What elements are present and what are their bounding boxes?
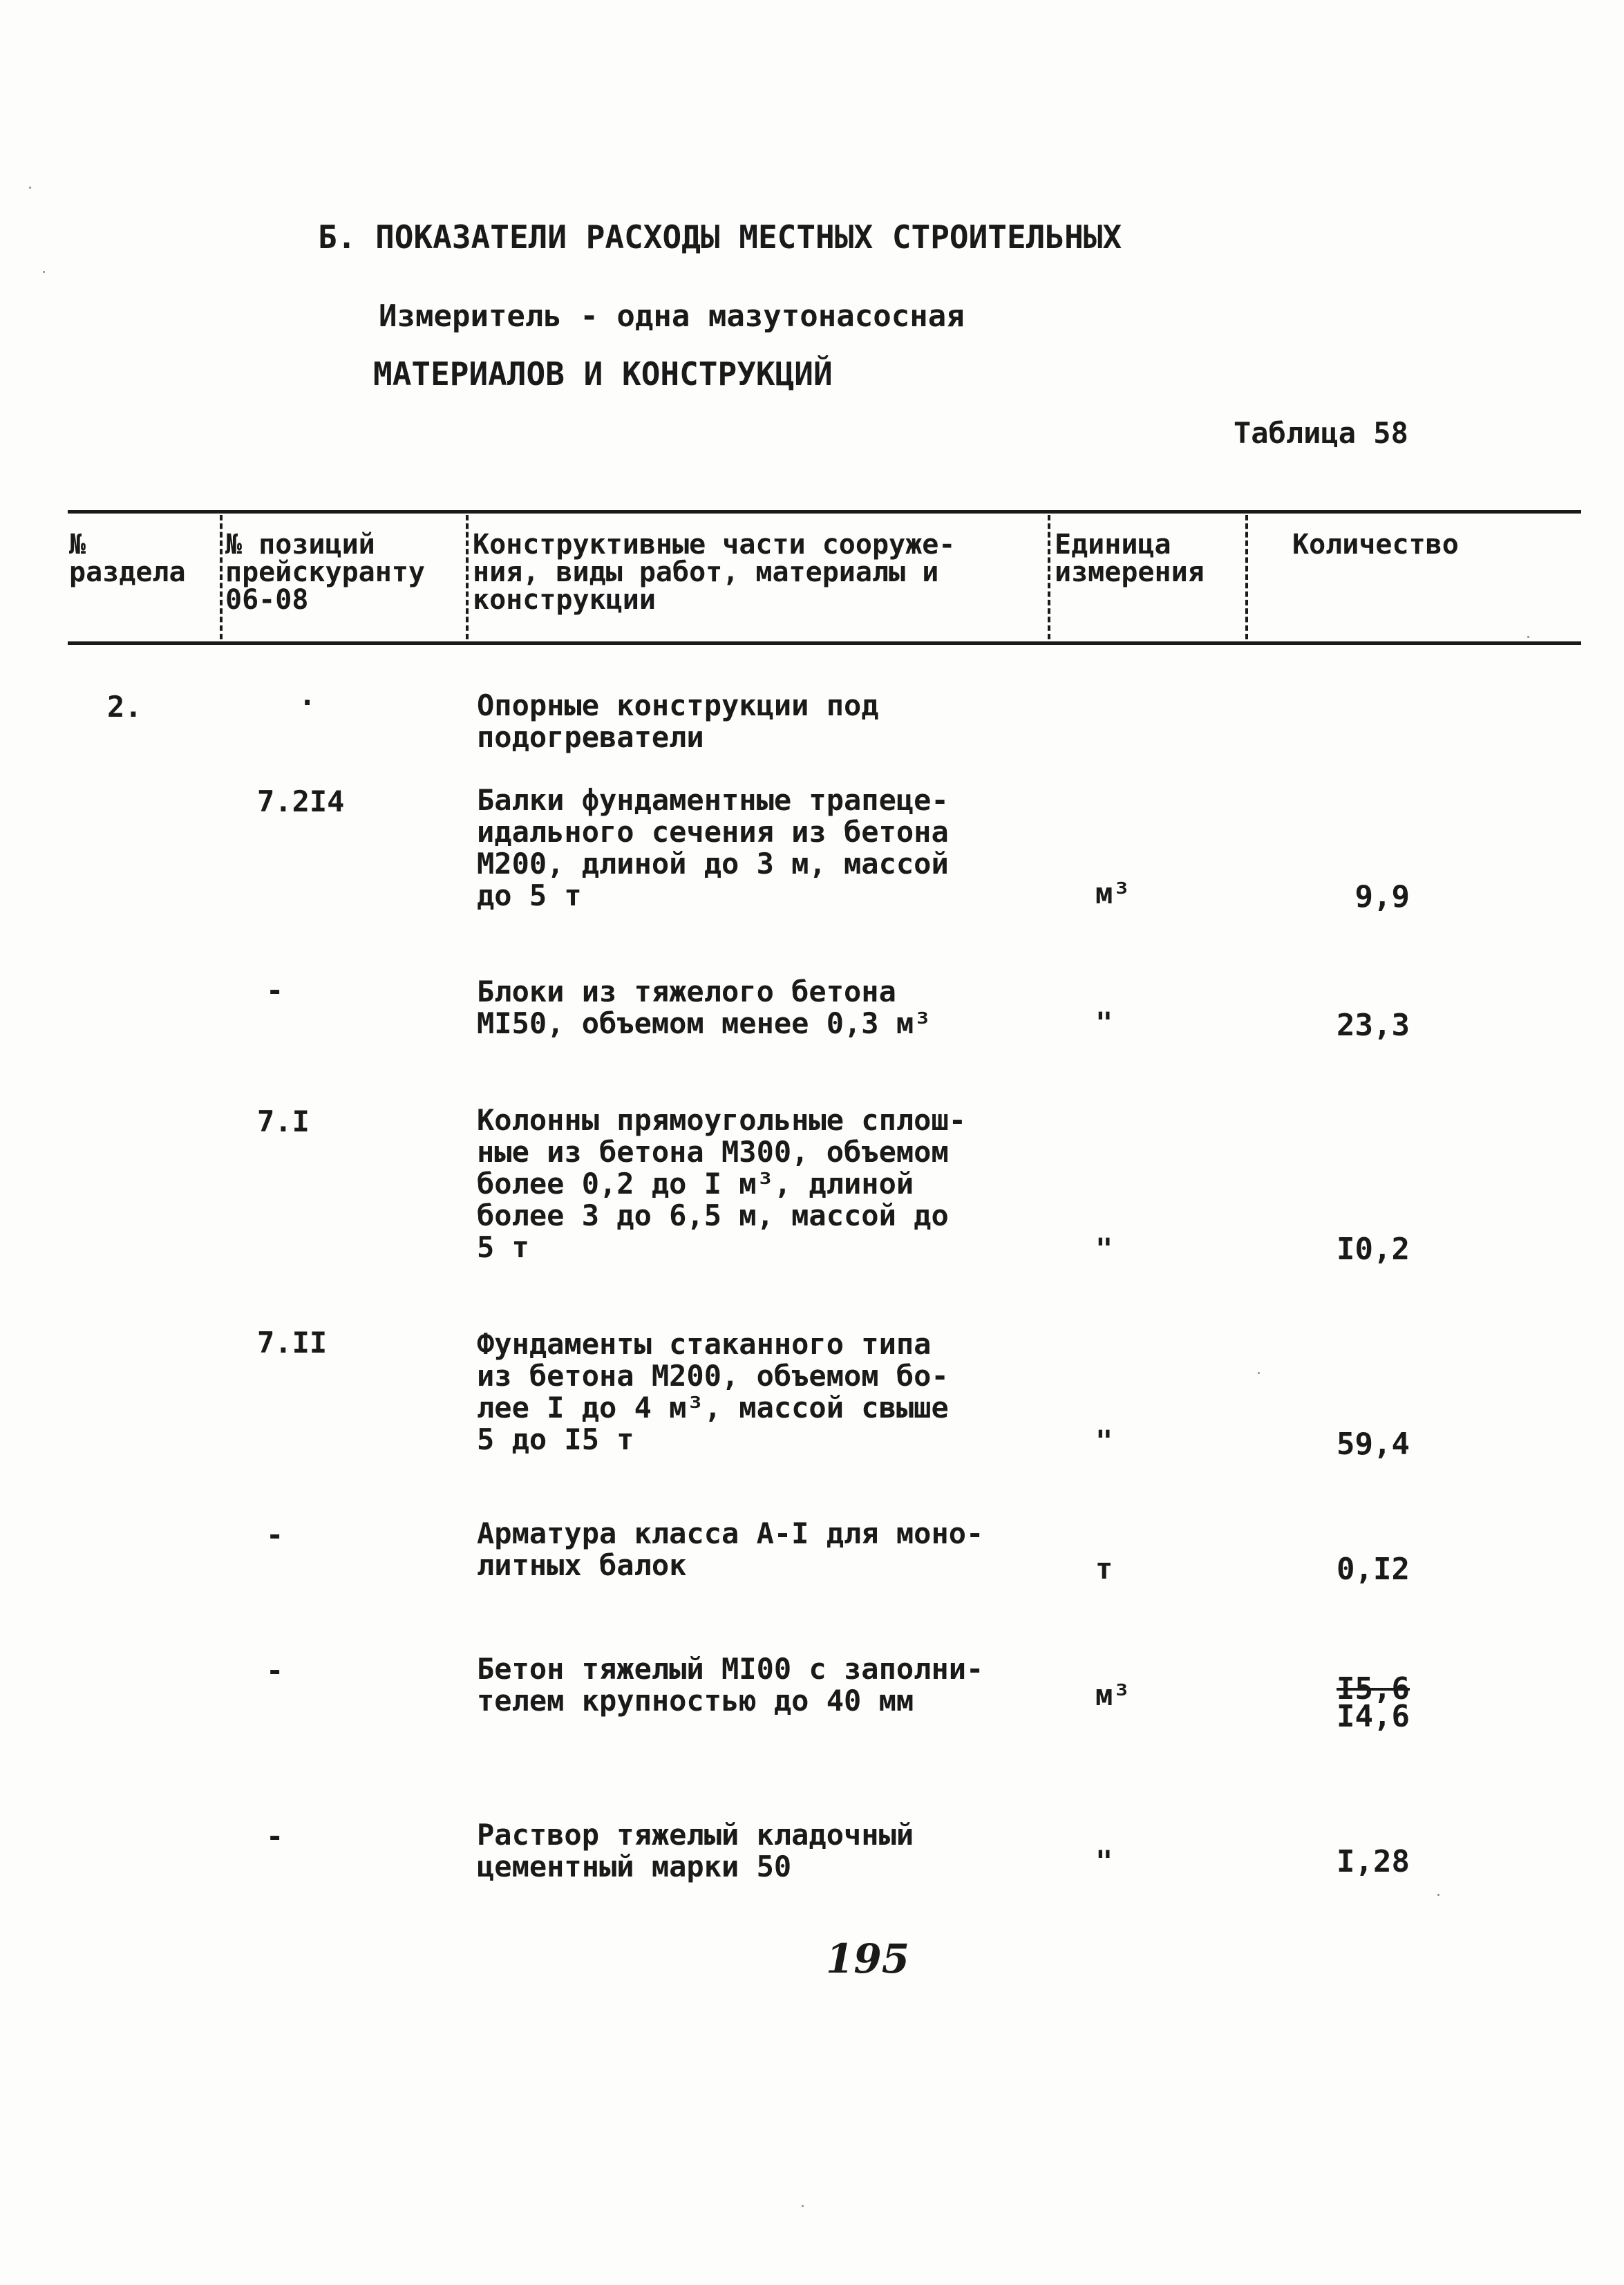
row-position: · [299,686,317,720]
row-description: Балки фундаментные трапеце- идального сечения из бетона М200, длиной до 3 м, массой до 5 т [477,783,949,912]
row-description: Фундаменты стаканного типа из бетона М200, объемом бо- лее I до 4 м³, массой свыше 5 до I5 т [477,1327,949,1456]
row-quantity: 23,3 [1337,1008,1410,1043]
heading-line-1: Б. ПОКАЗАТЕЛИ РАСХОДЫ МЕСТНЫХ СТРОИТЕЛЬНЫХ [318,218,1122,256]
row-quantity: 0,I2 [1337,1552,1410,1587]
row-unit: м³ [1095,1678,1131,1712]
table-number: Таблица 58 [1234,416,1408,450]
row-unit: м³ [1095,876,1131,910]
scan-speck [29,187,31,189]
header-unit: Единица измерения [1055,529,1205,588]
header-quantity: Количество [1292,529,1459,561]
scan-speck [1527,636,1529,638]
row-position: - [266,1518,284,1552]
row-quantity: 59,4 [1337,1427,1410,1462]
row-quantity: I,28 [1337,1844,1410,1879]
column-divider-2 [466,515,469,639]
row-section: 2. [107,690,142,724]
row-position: 7.II [257,1326,328,1360]
row-description: Арматура класса А-I для моно- литных балок [477,1516,984,1582]
row-quantity-struck: I5,6 [1337,1671,1410,1706]
header-position: № позиций прейскуранту 06-08 [225,529,425,616]
row-position: 7.2I4 [257,784,345,818]
page-number: 195 [826,1935,910,1982]
row-description: Бетон тяжелый МI00 с заполни- телем крупностью до 40 мм [477,1652,984,1718]
scan-speck [1437,1894,1439,1896]
row-unit: " [1095,1844,1113,1878]
row-quantity-corrected: I4,6 [1337,1699,1410,1734]
row-description: Раствор тяжелый кладочный цементный марки 50 [477,1818,914,1883]
row-quantity: I0,2 [1337,1232,1410,1267]
row-position: - [266,1653,284,1687]
table-top-rule [68,510,1581,514]
header-section: № раздела [69,529,186,588]
scan-speck [1258,1372,1260,1374]
heading-line-2: МАТЕРИАЛОВ И КОНСТРУКЦИЙ [373,355,833,393]
row-position: - [266,1819,284,1853]
row-unit: " [1095,1232,1113,1266]
table-header-bottom-rule [68,641,1581,645]
row-unit: " [1095,1006,1113,1040]
column-divider-4 [1245,515,1248,639]
row-position: 7.I [257,1104,310,1138]
row-quantity: 9,9 [1354,879,1410,914]
column-divider-1 [220,515,223,639]
header-description: Конструктивные части сооруже- ния, виды работ, материалы и конструкции [473,529,956,616]
scan-speck [802,2205,804,2207]
row-description: Опорные конструкции под подогреватели [477,688,879,754]
row-description: Колонны прямоугольные сплош- ные из бетона М300, объемом более 0,2 до I м³, длиной более 3 до 6,5 м, массой до 5 т [477,1103,967,1264]
measure-unit-text: Измеритель - одна мазутонасосная [379,299,965,334]
column-divider-3 [1048,515,1050,639]
row-unit: т [1095,1552,1113,1586]
scan-speck [43,271,45,273]
row-description: Блоки из тяжелого бетона МI50, объемом менее 0,3 м³ [477,975,932,1040]
row-unit: " [1095,1424,1113,1458]
row-position: - [266,973,284,1007]
